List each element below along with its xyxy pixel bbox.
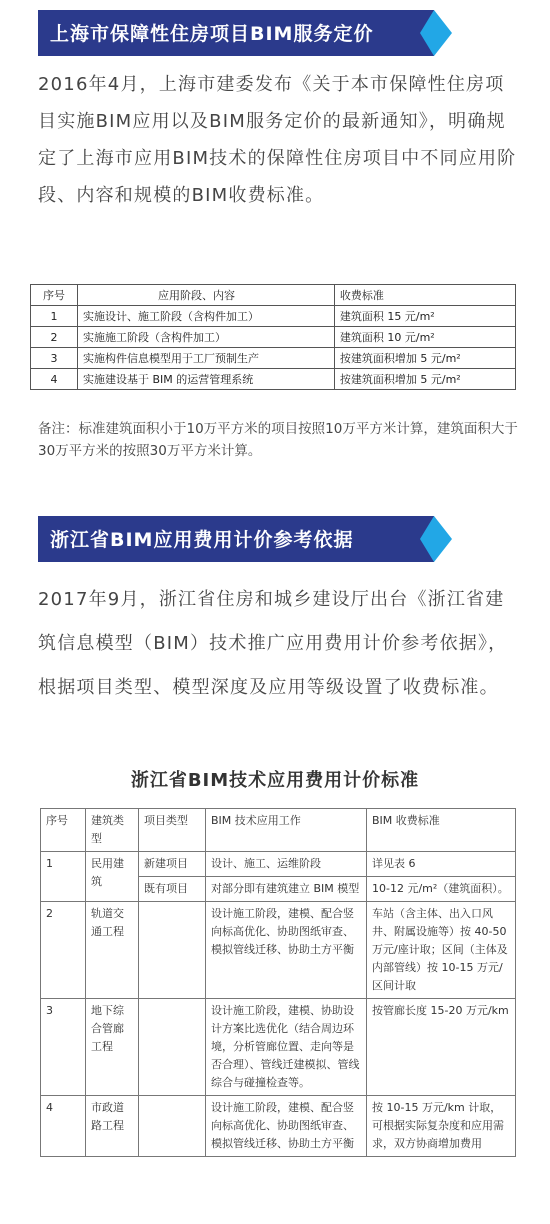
header-accent <box>420 10 434 56</box>
table-cell: 按建筑面积增加 5 元/m² <box>334 348 515 369</box>
table-cell: 设计施工阶段，建模、配合竖向标高优化、协助图纸审查、模拟管线迁移、协助土方平衡 <box>206 902 367 999</box>
table-cell: 车站（含主体、出入口风井、附属设施等）按 40-50 万元/座计取；区间（主体及内部管线）按 10-15 万元/区间计取 <box>367 902 516 999</box>
header-cell: 收费标准 <box>334 285 515 306</box>
table-row <box>41 1096 516 1157</box>
table-row <box>31 306 516 327</box>
table-row <box>41 902 516 999</box>
header-cell: 应用阶段、内容 <box>78 285 335 306</box>
table-row <box>41 999 516 1096</box>
table-cell: 实施建设基于 BIM 的运营管理系统 <box>78 369 335 390</box>
table-cell: 设计、施工、运维阶段 <box>206 852 367 877</box>
table-cell: 实施设计、施工阶段（含构件加工） <box>78 306 335 327</box>
table-cell: 建筑面积 10 元/m² <box>334 327 515 348</box>
table-cell <box>139 1096 206 1157</box>
table-cell: 1 <box>41 852 86 902</box>
table-cell: 按 10-15 万元/km 计取，可根据实际复杂度和应用需求，双方协商增加费用 <box>367 1096 516 1157</box>
table-cell: 3 <box>31 348 78 369</box>
table-cell: 地下综合管廊工程 <box>86 999 139 1096</box>
table-cell <box>139 902 206 999</box>
header-cell: 建筑类型 <box>86 809 139 852</box>
section1-note: 备注：标准建筑面积小于10万平方米的项目按照10万平方米计算，建筑面积大于30万平方米的按照30万平方米计算。 <box>38 421 518 459</box>
table-row <box>31 348 516 369</box>
section2-header <box>38 516 434 562</box>
section1-paragraph: 2016年4月，上海市建委发布《关于本市保障性住房项目实施BIM应用以及BIM服务定价的最新通知》，明确规定了上海市应用BIM技术的保障性住房项目中不同应用阶段、内容和规模的BIM收费标准。 <box>38 74 517 206</box>
section1-header <box>38 10 434 56</box>
table-cell: 详见表 6 <box>367 852 516 877</box>
table-cell: 对部分即有建筑建立 BIM 模型 <box>206 877 367 902</box>
table-cell: 轨道交通工程 <box>86 902 139 999</box>
table-header-row <box>31 285 516 306</box>
header-accent-arrow <box>434 10 452 56</box>
header-accent-arrow <box>434 516 452 562</box>
table-cell: 既有项目 <box>139 877 206 902</box>
shanghai-fee-table <box>30 284 516 390</box>
table-row <box>31 327 516 348</box>
header-accent <box>420 516 434 562</box>
table-cell: 3 <box>41 999 86 1096</box>
header-cell: BIM 收费标准 <box>367 809 516 852</box>
section2-paragraph: 2017年9月，浙江省住房和城乡建设厅出台《浙江省建筑信息模型（BIM）技术推广应用费用计价参考依据》，根据项目类型、模型深度及应用等级设置了收费标准。 <box>38 589 508 698</box>
table-cell: 新建项目 <box>139 852 206 877</box>
section1-title: 上海市保障性住房项目BIM服务定价 <box>50 23 374 45</box>
header-cell: 项目类型 <box>139 809 206 852</box>
section2-title: 浙江省BIM应用费用计价参考依据 <box>50 529 354 551</box>
table-cell: 10-12 元/m²（建筑面积）。 <box>367 877 516 902</box>
table-cell: 4 <box>31 369 78 390</box>
table-cell <box>139 999 206 1096</box>
zhejiang-table-title: 浙江省BIM技术应用费用计价标准 <box>130 770 420 791</box>
header-cell: BIM 技术应用工作 <box>206 809 367 852</box>
table-cell: 市政道路工程 <box>86 1096 139 1157</box>
table-cell: 2 <box>31 327 78 348</box>
table-cell: 实施施工阶段（含构件加工） <box>78 327 335 348</box>
table-cell: 民用建筑 <box>86 852 139 902</box>
table-cell: 按建筑面积增加 5 元/m² <box>334 369 515 390</box>
table-cell: 设计施工阶段，建模、配合竖向标高优化、协助图纸审查、模拟管线迁移、协助土方平衡 <box>206 1096 367 1157</box>
table-cell: 2 <box>41 902 86 999</box>
table-row <box>31 369 516 390</box>
header-cell: 序号 <box>41 809 86 852</box>
table-cell: 按管廊长度 15-20 万元/km <box>367 999 516 1096</box>
table-cell: 建筑面积 15 元/m² <box>334 306 515 327</box>
table-cell: 设计施工阶段，建模、协助设计方案比选优化（结合周边环境，分析管廊位置、走向等是否合理）、管线迁建模拟、管线综合与碰撞检查等。 <box>206 999 367 1096</box>
table-cell: 实施构件信息模型用于工厂预制生产 <box>78 348 335 369</box>
table-row <box>41 852 516 877</box>
zhejiang-fee-table <box>40 808 516 1157</box>
header-cell: 序号 <box>31 285 78 306</box>
table-cell: 1 <box>31 306 78 327</box>
table-header-row <box>41 809 516 852</box>
table-cell: 4 <box>41 1096 86 1157</box>
